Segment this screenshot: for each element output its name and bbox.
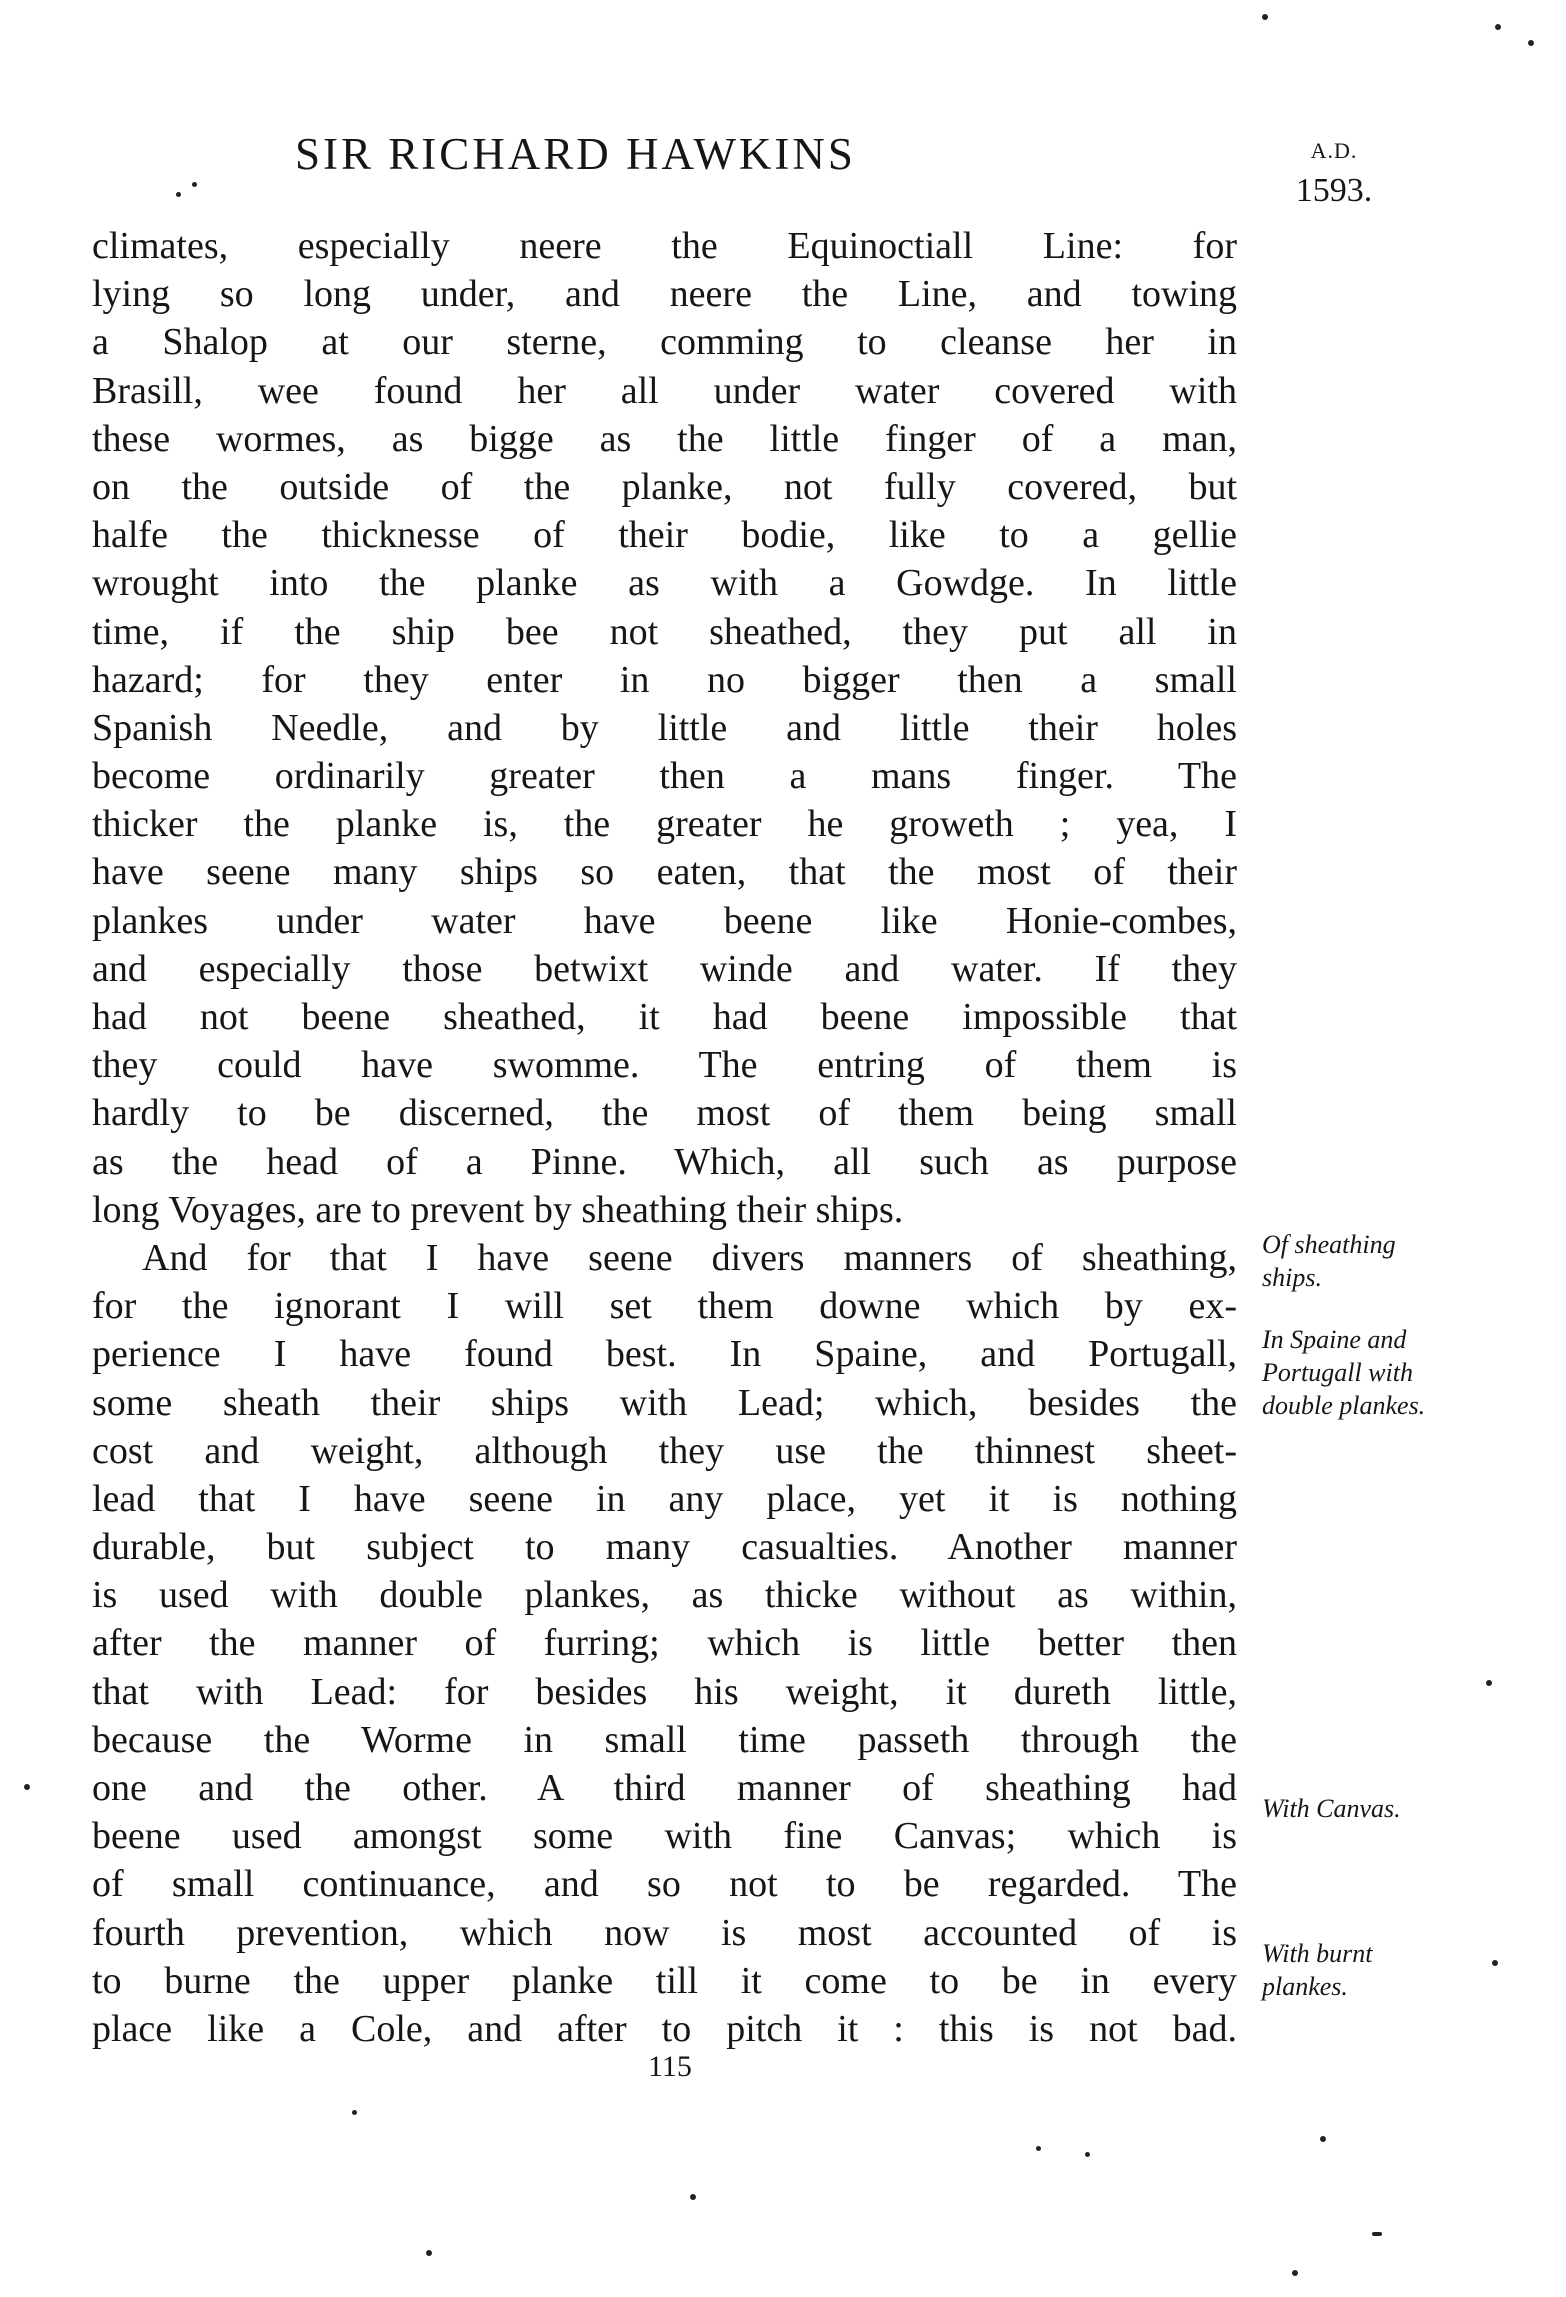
ad-label: A.D. [1310, 138, 1358, 163]
sidenote-line: With Canvas. [1262, 1794, 1401, 1823]
text-line: plankes under water have beene like Honie-combes, [92, 899, 1237, 942]
text-line: hazard; for they enter in no bigger then a small [92, 658, 1237, 701]
text-line: on the outside of the planke, not fully covered, but [92, 465, 1237, 508]
scan-speck [426, 2250, 432, 2256]
scan-speck [1492, 1960, 1498, 1966]
scan-speck [1036, 2146, 1041, 2151]
text-line: because the Worme in small time passeth through the [92, 1718, 1237, 1761]
text-line: place like a Cole, and after to pitch it : this is not bad. [92, 2007, 1237, 2050]
text-line: that with Lead: for besides his weight, it dureth little, [92, 1670, 1237, 1713]
text-line: become ordinarily greater then a mans finger. The [92, 755, 1237, 798]
scan-speck [1528, 40, 1534, 46]
text-line: lying so long under, and neere the Line, and towing [92, 273, 1237, 316]
scan-speck [192, 182, 197, 187]
sidenote-burnt-plankes [1262, 1937, 1492, 2003]
sidenote-line: ships. [1262, 1263, 1322, 1292]
scan-speck [1292, 2270, 1298, 2276]
text-line: of small continuance, and so not to be regarded. The [92, 1863, 1237, 1906]
sidenote-line: double plankes. [1262, 1391, 1426, 1420]
text-line: And for that I have seene divers manners of sheathing, [142, 1236, 1237, 1279]
text-line: they could have swomme. The entring of them is [92, 1044, 1237, 1087]
text-line: have seene many ships so eaten, that the most of their [92, 851, 1237, 894]
text-line: long Voyages, are to prevent by sheathing their ships. [92, 1188, 904, 1231]
text-line: cost and weight, although they use the thinnest sheet- [92, 1429, 1237, 1472]
scan-speck [1486, 1680, 1492, 1686]
text-line: as the head of a Pinne. Which, all such as purpose [92, 1140, 1237, 1183]
scan-speck [1495, 24, 1501, 30]
scan-speck [1262, 14, 1268, 20]
text-line: beene used amongst some with fine Canvas; which is [92, 1815, 1237, 1858]
scan-speck [24, 1784, 30, 1790]
sidenote-line: plankes. [1262, 1972, 1348, 2001]
body-text [92, 222, 1237, 2053]
text-line: Spanish Needle, and by little and little their holes [92, 706, 1237, 749]
scan-speck [690, 2194, 696, 2200]
running-title: SIR RICHARD HAWKINS [295, 129, 856, 179]
text-line: hardly to be discerned, the most of them being small [92, 1092, 1237, 1135]
margin-date [1274, 140, 1394, 208]
sidenote-line: In Spaine and [1262, 1325, 1407, 1354]
scan-speck [352, 2110, 357, 2115]
text-line: some sheath their ships with Lead; which, besides the [92, 1381, 1237, 1424]
page-number: 115 [648, 2050, 692, 2083]
sidenote-with-canvas [1262, 1792, 1492, 1825]
text-line: for the ignorant I will set them downe which by ex- [92, 1285, 1237, 1328]
scan-speck [1085, 2152, 1090, 2157]
text-line: perience I have found best. In Spaine, and Portugall, [92, 1333, 1237, 1376]
text-line: to burne the upper planke till it come to be in every [92, 1959, 1237, 2002]
text-line: these wormes, as bigge as the little finger of a man, [92, 417, 1237, 460]
text-line: Brasill, wee found her all under water covered with [92, 369, 1237, 412]
text-line: after the manner of furring; which is little better then [92, 1622, 1237, 1665]
text-line: climates, especially neere the Equinoctiall Line: for [92, 225, 1237, 267]
scan-speck [1372, 2232, 1382, 2236]
sidenote-line: Portugall with [1262, 1358, 1413, 1387]
scan-speck [1320, 2136, 1326, 2142]
text-line: one and the other. A third manner of sheathing had [92, 1767, 1237, 1809]
text-line: and especially those betwixt winde and water. If they [92, 947, 1237, 990]
sidenote-spaine-portugall [1262, 1323, 1492, 1422]
text-line: thicker the planke is, the greater he groweth ; yea, I [92, 803, 1237, 846]
text-line: is used with double plankes, as thicke without as within, [92, 1574, 1237, 1617]
text-line: had not beene sheathed, it had beene impossible that [92, 996, 1237, 1038]
text-line: fourth prevention, which now is most accounted of is [92, 1911, 1237, 1954]
sidenote-of-sheathing [1262, 1228, 1492, 1294]
text-line: durable, but subject to many casualties. Another manner [92, 1526, 1237, 1569]
text-line: a Shalop at our sterne, comming to cleanse her in [92, 321, 1237, 364]
text-line: time, if the ship bee not sheathed, they put all in [92, 610, 1237, 653]
scan-speck [176, 192, 181, 197]
text-line: lead that I have seene in any place, yet it is nothing [92, 1477, 1237, 1520]
text-line: wrought into the planke as with a Gowdge. In little [92, 562, 1237, 605]
text-line: halfe the thicknesse of their bodie, like to a gellie [92, 514, 1237, 557]
sidenote-line: Of sheathing [1262, 1230, 1396, 1259]
sidenote-line: With burnt [1262, 1939, 1373, 1968]
year-label: 1593. [1295, 172, 1373, 209]
